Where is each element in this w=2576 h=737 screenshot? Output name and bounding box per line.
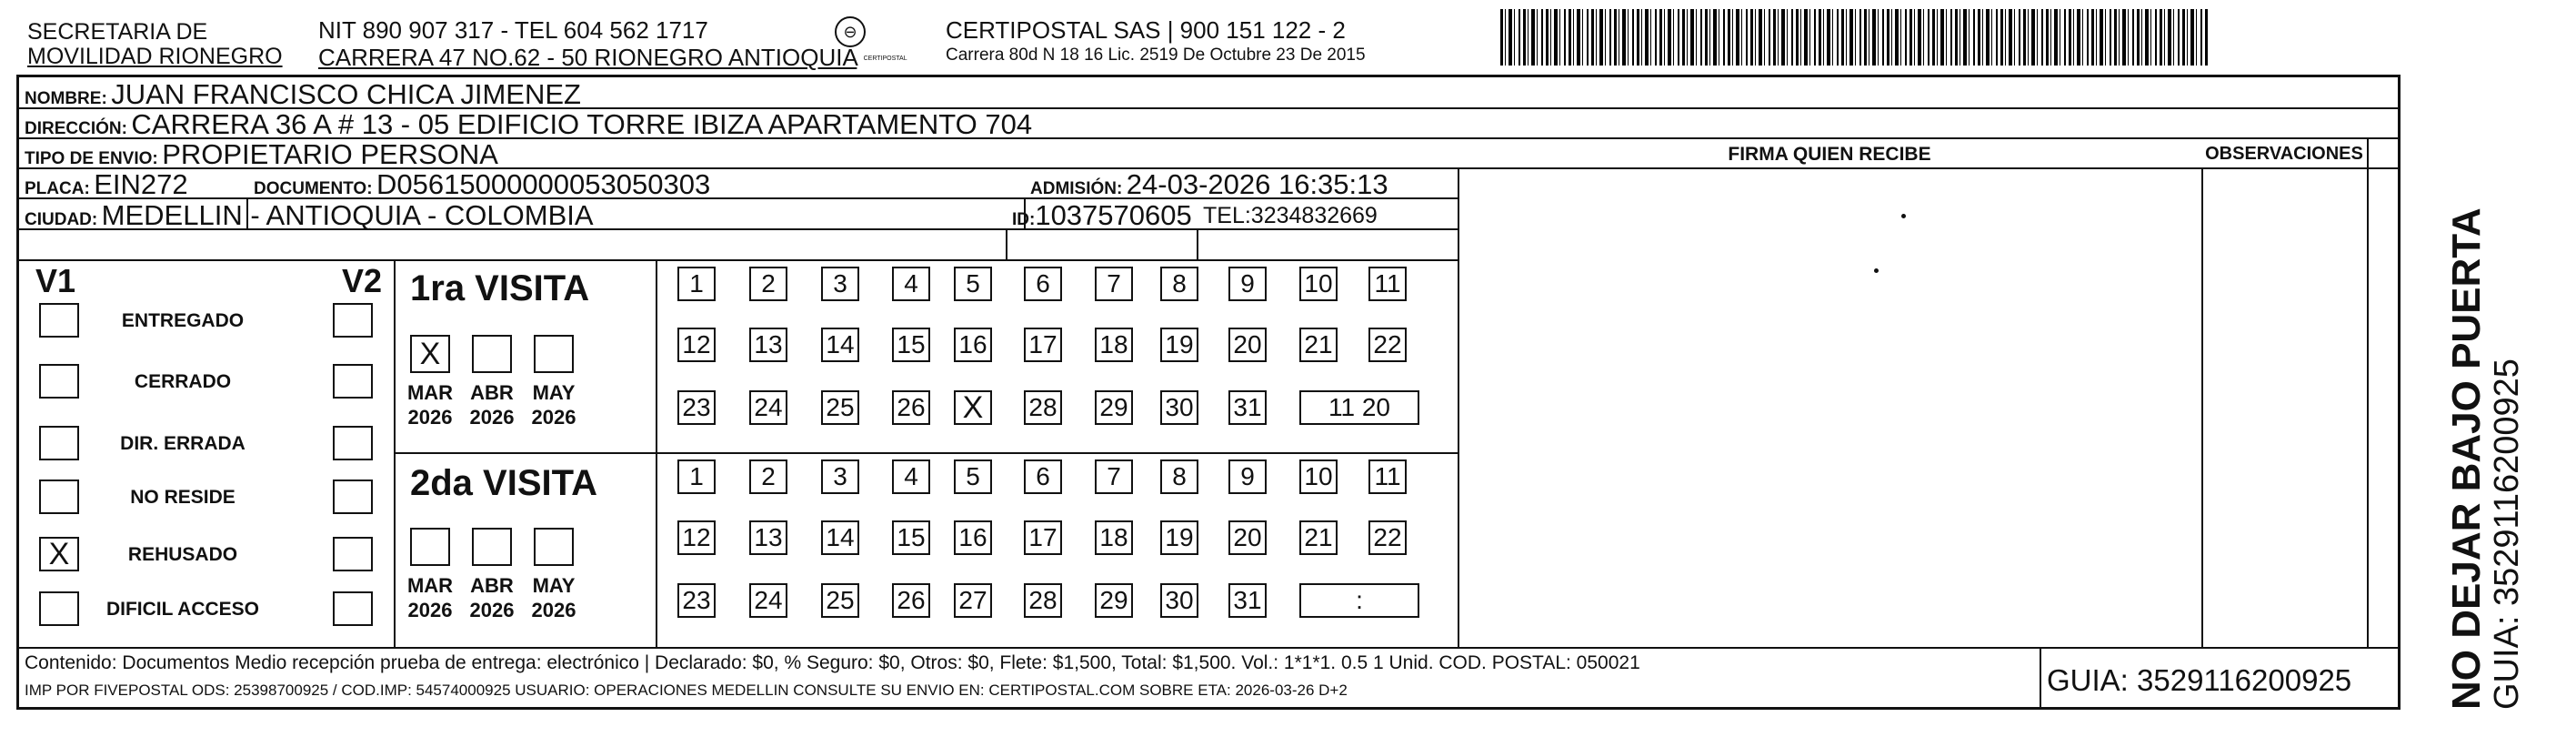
second-visit-month-checkbox[interactable] bbox=[534, 528, 574, 566]
observaciones-label: OBSERVACIONES bbox=[2205, 144, 2363, 164]
v2-checkbox[interactable] bbox=[333, 537, 373, 571]
second-visit-month-checkbox[interactable] bbox=[472, 528, 512, 566]
second-visit-day-26[interactable]: 26 bbox=[892, 583, 930, 618]
v2-checkbox[interactable] bbox=[333, 480, 373, 514]
v1-checkbox[interactable]: X bbox=[39, 537, 79, 571]
second-visit-day-24[interactable]: 24 bbox=[749, 583, 787, 618]
second-visit-day-31[interactable]: 31 bbox=[1228, 583, 1267, 618]
v2-label: V2 bbox=[342, 262, 383, 299]
first-visit-day-14[interactable]: 14 bbox=[821, 328, 859, 362]
first-visit-month-checkbox[interactable] bbox=[534, 335, 574, 373]
first-visit-day-12[interactable]: 12 bbox=[677, 328, 716, 362]
certipostal-logo-icon: ⊖ bbox=[835, 16, 866, 47]
admission-datetime: 24-03-2026 16:35:13 bbox=[1126, 168, 1388, 200]
city: MEDELLIN - ANTIOQUIA - COLOMBIA bbox=[101, 199, 594, 231]
v1-checkbox[interactable] bbox=[39, 364, 79, 399]
second-visit-day-22[interactable]: 22 bbox=[1368, 520, 1407, 555]
id-cell: ID:1037570605 bbox=[1012, 199, 1192, 231]
v2-checkbox[interactable] bbox=[333, 426, 373, 460]
second-visit-day-17[interactable]: 17 bbox=[1024, 520, 1062, 555]
second-visit-day-13[interactable]: 13 bbox=[749, 520, 787, 555]
first-visit-day-24[interactable]: 24 bbox=[749, 390, 787, 425]
organization-name: SECRETARIA DE MOVILIDAD RIONEGRO bbox=[27, 19, 283, 69]
first-visit-time-box[interactable]: 11 20 bbox=[1299, 390, 1419, 425]
second-visit-day-5[interactable]: 5 bbox=[954, 459, 992, 494]
signature-mark bbox=[1901, 214, 1906, 218]
second-visit-day-4[interactable]: 4 bbox=[892, 459, 930, 494]
barcode bbox=[1500, 9, 2210, 66]
organization-contact: NIT 890 907 317 - TEL 604 562 1717 CARRERA 47 NO.62 - 50 RIONEGRO ANTIOQUIA CERTIPOSTAL bbox=[318, 16, 907, 71]
admision-cell: ADMISIÓN: 24-03-2026 16:35:13 bbox=[1030, 168, 1388, 200]
first-visit-day-2[interactable]: 2 bbox=[749, 267, 787, 301]
v1-checkbox[interactable] bbox=[39, 480, 79, 514]
month-label: ABR bbox=[470, 381, 514, 404]
year-label: 2026 bbox=[469, 599, 515, 621]
tel-cell: TEL:3234832669 bbox=[1203, 203, 1378, 228]
first-visit-day-1[interactable]: 1 bbox=[677, 267, 716, 301]
firma-label: FIRMA QUIEN RECIBE bbox=[1728, 144, 1931, 165]
plate-number: EIN272 bbox=[94, 168, 188, 200]
content-details: Contenido: Documentos Medio recepción prueba de entrega: electrónico | Declarado: $0, % Seguro: $0, Otros: $0, Flete: $1,500, Total: $1,500. Vol.: 1*1*1. 0.5 1 Unid. COD. POSTAL: 050021 bbox=[25, 652, 1640, 673]
v1-checkbox[interactable] bbox=[39, 303, 79, 338]
first-visit-day-29[interactable]: 29 bbox=[1095, 390, 1133, 425]
first-visit-day-17[interactable]: 17 bbox=[1024, 328, 1062, 362]
status-option-label: REHUSADO bbox=[127, 544, 238, 565]
status-option-label: CERRADO bbox=[134, 371, 232, 392]
first-visit-day-5[interactable]: 5 bbox=[954, 267, 992, 301]
second-visit-day-16[interactable]: 16 bbox=[954, 520, 992, 555]
direccion-row: DIRECCIÓN: CARRERA 36 A # 13 - 05 EDIFICIO TORRE IBIZA APARTAMENTO 704 bbox=[25, 108, 1033, 140]
status-option-label: DIFICIL ACCESO bbox=[105, 599, 259, 620]
year-label: 2026 bbox=[407, 406, 453, 429]
year-label: 2026 bbox=[407, 599, 453, 621]
second-visit-day-25[interactable]: 25 bbox=[821, 583, 859, 618]
second-visit-day-23[interactable]: 23 bbox=[677, 583, 716, 618]
v1-checkbox[interactable] bbox=[39, 591, 79, 626]
month-label: MAR bbox=[406, 381, 454, 404]
first-visit-day-3[interactable]: 3 bbox=[821, 267, 859, 301]
first-visit-day-7[interactable]: 7 bbox=[1095, 267, 1133, 301]
signature-mark bbox=[1874, 268, 1879, 273]
first-visit-day-30[interactable]: 30 bbox=[1160, 390, 1198, 425]
status-option-label: NO RESIDE bbox=[130, 487, 236, 508]
documento-cell: DOCUMENTO: D05615000000053050303 bbox=[254, 168, 711, 200]
nombre-row: NOMBRE: JUAN FRANCISCO CHICA JIMENEZ bbox=[25, 78, 581, 110]
second-visit-day-20[interactable]: 20 bbox=[1228, 520, 1267, 555]
month-label: MAY bbox=[532, 381, 576, 404]
status-option-label: ENTREGADO bbox=[121, 310, 245, 331]
second-visit-day-15[interactable]: 15 bbox=[892, 520, 930, 555]
first-visit-day-6[interactable]: 6 bbox=[1024, 267, 1062, 301]
second-visit-month-checkbox[interactable] bbox=[410, 528, 450, 566]
status-option-label: DIR. ERRADA bbox=[120, 433, 246, 454]
second-visit-day-21[interactable]: 21 bbox=[1299, 520, 1338, 555]
print-details: IMP POR FIVEPOSTAL ODS: 25398700925 / COD.IMP: 54574000925 USUARIO: OPERACIONES MEDELLIN CONSULTE SU ENVIO EN: CERTIPOSTAL.COM SOBRE ETA: 2026-03-26 D+2 bbox=[25, 681, 1348, 699]
ciudad-cell: CIUDAD: MEDELLIN - ANTIOQUIA - COLOMBIA bbox=[25, 199, 594, 231]
first-visit-title: 1ra VISITA bbox=[410, 268, 590, 308]
second-visit-day-14[interactable]: 14 bbox=[821, 520, 859, 555]
first-visit-day-21[interactable]: 21 bbox=[1299, 328, 1338, 362]
first-visit-day-10[interactable]: 10 bbox=[1299, 267, 1338, 301]
recipient-name: JUAN FRANCISCO CHICA JIMENEZ bbox=[111, 78, 581, 110]
first-visit-day-9[interactable]: 9 bbox=[1228, 267, 1267, 301]
first-visit-day-8[interactable]: 8 bbox=[1160, 267, 1198, 301]
first-visit-day-11[interactable]: 11 bbox=[1368, 267, 1407, 301]
second-visit-day-7[interactable]: 7 bbox=[1095, 459, 1133, 494]
first-visit-day-27[interactable]: X bbox=[954, 390, 992, 425]
second-visit-day-10[interactable]: 10 bbox=[1299, 459, 1338, 494]
first-visit-day-26[interactable]: 26 bbox=[892, 390, 930, 425]
first-visit-day-25[interactable]: 25 bbox=[821, 390, 859, 425]
courier-info: CERTIPOSTAL SAS | 900 151 122 - 2 Carrera 80d N 18 16 Lic. 2519 De Octubre 23 De 2015 bbox=[946, 16, 1366, 65]
first-visit-month-checkbox[interactable] bbox=[472, 335, 512, 373]
first-visit-day-20[interactable]: 20 bbox=[1228, 328, 1267, 362]
second-visit-day-30[interactable]: 30 bbox=[1160, 583, 1198, 618]
first-visit-day-28[interactable]: 28 bbox=[1024, 390, 1062, 425]
second-visit-day-1[interactable]: 1 bbox=[677, 459, 716, 494]
second-visit-day-6[interactable]: 6 bbox=[1024, 459, 1062, 494]
first-visit-day-18[interactable]: 18 bbox=[1095, 328, 1133, 362]
second-visit-day-27[interactable]: 27 bbox=[954, 583, 992, 618]
v1-checkbox[interactable] bbox=[39, 426, 79, 460]
second-visit-day-3[interactable]: 3 bbox=[821, 459, 859, 494]
month-label: MAY bbox=[532, 574, 576, 597]
delivery-form bbox=[16, 75, 2401, 710]
first-visit-day-13[interactable]: 13 bbox=[749, 328, 787, 362]
shipment-type: PROPIETARIO PERSONA bbox=[162, 138, 498, 170]
id-number: 1037570605 bbox=[1035, 199, 1192, 231]
month-label: MAR bbox=[406, 574, 454, 597]
second-visit-day-8[interactable]: 8 bbox=[1160, 459, 1198, 494]
v1-label: V1 bbox=[35, 262, 76, 299]
second-visit-title: 2da VISITA bbox=[410, 463, 597, 503]
side-notice: NO DEJAR BAJO PUERTA GUIA: 3529116200925 bbox=[2444, 207, 2526, 710]
guia-number: GUIA: 3529116200925 bbox=[2047, 663, 2352, 697]
second-visit-day-18[interactable]: 18 bbox=[1095, 520, 1133, 555]
first-visit-day-4[interactable]: 4 bbox=[892, 267, 930, 301]
first-visit-day-19[interactable]: 19 bbox=[1160, 328, 1198, 362]
recipient-address: CARRERA 36 A # 13 - 05 EDIFICIO TORRE IBIZA APARTAMENTO 704 bbox=[131, 108, 1033, 140]
second-visit-day-2[interactable]: 2 bbox=[749, 459, 787, 494]
v2-checkbox[interactable] bbox=[333, 364, 373, 399]
year-label: 2026 bbox=[469, 406, 515, 429]
second-visit-time-box[interactable]: : bbox=[1299, 583, 1419, 618]
month-label: ABR bbox=[470, 574, 514, 597]
first-visit-day-23[interactable]: 23 bbox=[677, 390, 716, 425]
first-visit-month-checkbox[interactable]: X bbox=[410, 335, 450, 373]
year-label: 2026 bbox=[531, 406, 576, 429]
first-visit-day-31[interactable]: 31 bbox=[1228, 390, 1267, 425]
document-number: D05615000000053050303 bbox=[376, 168, 711, 200]
first-visit-day-16[interactable]: 16 bbox=[954, 328, 992, 362]
first-visit-day-15[interactable]: 15 bbox=[892, 328, 930, 362]
second-visit-day-9[interactable]: 9 bbox=[1228, 459, 1267, 494]
second-visit-day-12[interactable]: 12 bbox=[677, 520, 716, 555]
tipo-envio-row: TIPO DE ENVIO: PROPIETARIO PERSONA bbox=[25, 138, 498, 170]
second-visit-day-29[interactable]: 29 bbox=[1095, 583, 1133, 618]
second-visit-day-11[interactable]: 11 bbox=[1368, 459, 1407, 494]
v2-checkbox[interactable] bbox=[333, 591, 373, 626]
v2-checkbox[interactable] bbox=[333, 303, 373, 338]
first-visit-day-22[interactable]: 22 bbox=[1368, 328, 1407, 362]
year-label: 2026 bbox=[531, 599, 576, 621]
placa-cell: PLACA: EIN272 bbox=[25, 168, 188, 200]
second-visit-day-19[interactable]: 19 bbox=[1160, 520, 1198, 555]
tel-number: 3234832669 bbox=[1250, 203, 1378, 228]
second-visit-day-28[interactable]: 28 bbox=[1024, 583, 1062, 618]
